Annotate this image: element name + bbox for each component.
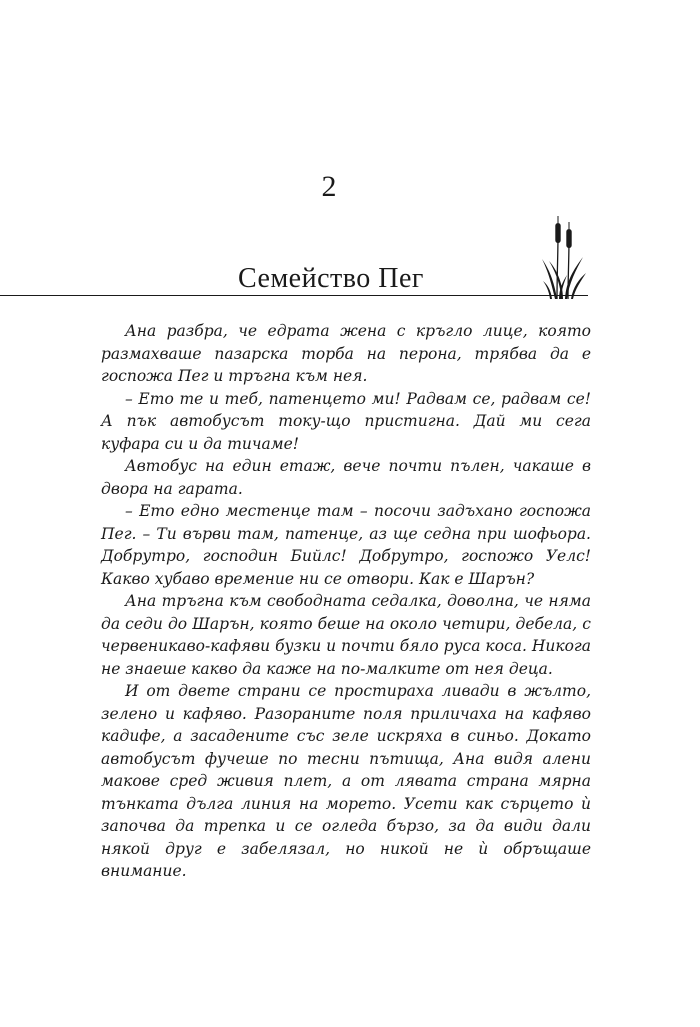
reeds-ornament-icon xyxy=(541,215,587,300)
chapter-number: 2 xyxy=(321,170,337,203)
chapter-body xyxy=(101,320,591,883)
title-underline xyxy=(0,295,588,296)
paragraph: И от двете страни се простираха ливади в жълто, зелено и кафяво. Разораните поля приличаха на кафяво кадифе, а засадените със зеле искряха в синьо. Докато автобусът фучеше по тесни пътища, Ана видя алени макове сред живия плет, а от лявата страна мярна тънката дълга линия на морето. Усети как сърцето ѝ започва да трепка и се огледа бързо, за да види дали някой друг е забелязал, но никой не ѝ обръщаше внимание. xyxy=(101,682,591,880)
paragraph: – Ето едно местенце там – посочи задъхано госпожа Пег. – Ти върви там, патенце, аз ще седна при шофьора. Добрутро, господин Бийлс! Добрутро, госпожо Уелс! Какво хубаво времение ни се отвори. Как е Шарън? xyxy=(101,502,591,588)
paragraph: Ана тръгна към свободната седалка, доволна, че няма да седи до Шарън, която беше на около четири, дебела, с червеникаво-кафяви бузки и почти бяло руса коса. Никога не знаеше какво да каже на по-малките от нея деца. xyxy=(101,592,591,678)
paragraph: – Ето те и теб, патенцето ми! Радвам се, радвам се! А пък автобусът току-що пристигна. Дай ми сега куфара си и да тичаме! xyxy=(101,389,591,453)
paragraph: Автобус на един етаж, вече почти пълен, чакаше в двора на гарата. xyxy=(101,457,591,498)
paragraph: Ана разбра, че едрата жена с кръгло лице, която размахваше пазарска торба на перона, трябва да е госпожа Пег и тръгна към нея. xyxy=(101,322,591,385)
chapter-title: Семейство Пег xyxy=(238,263,424,294)
